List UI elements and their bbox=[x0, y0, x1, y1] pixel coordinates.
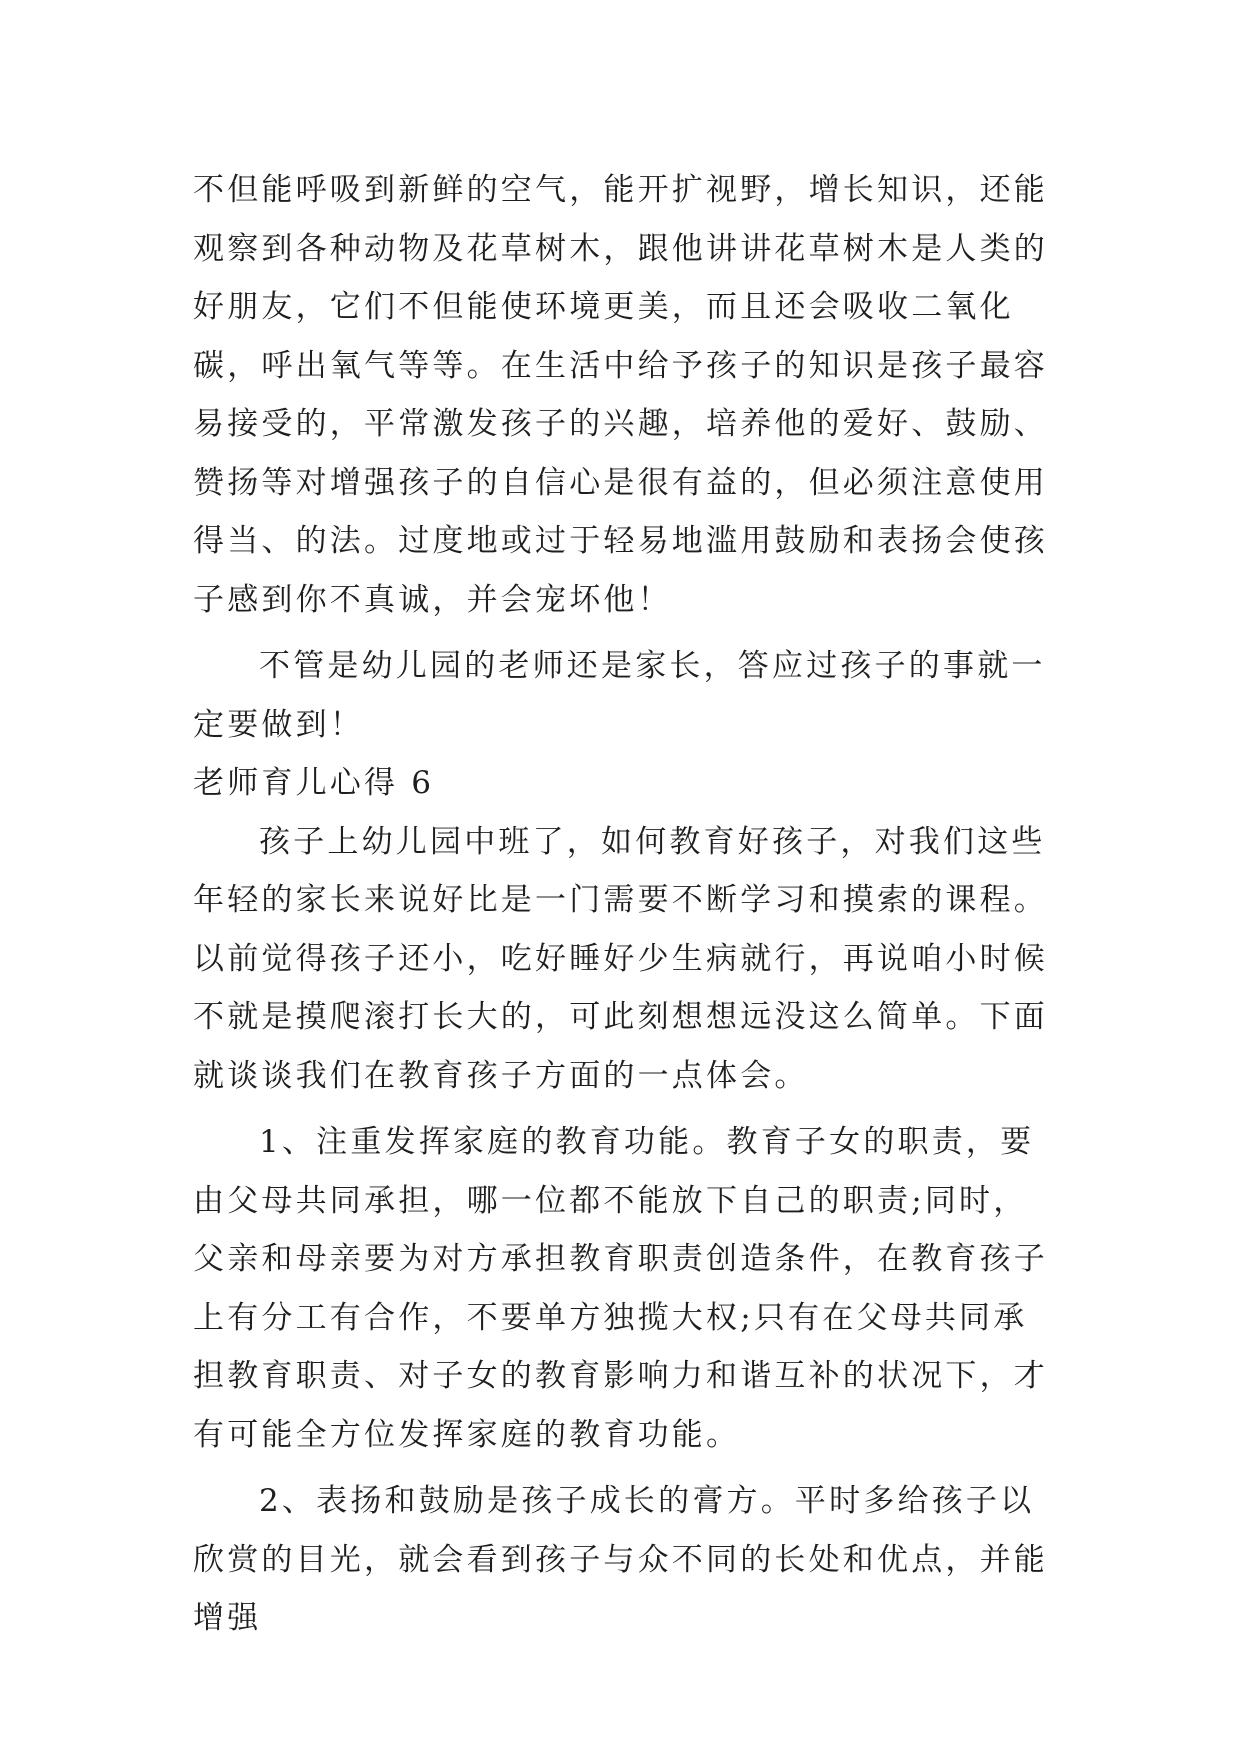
paragraph-continuation: 不但能呼吸到新鲜的空气，能开扩视野，增长知识，还能观察到各种动物及花草树木，跟他讲讲花草树木是人类的好朋友，它们不但能使环境更美，而且还会吸收二氧化碳，呼出氧气等等。在生活中给予孩子的知识是孩子最容易接受的，平常激发孩子的兴趣，培养他的爱好、鼓励、赞扬等对增强孩子的自信心是很有益的，但必须注意使用得当、的法。过度地或过于轻易地滥用鼓励和表扬会使孩子感到你不真诚，并会宠坏他！ bbox=[193, 172, 1048, 618]
document-page bbox=[193, 161, 1053, 1648]
paragraph-intro: 孩子上幼儿园中班了，如何教育好孩子，对我们这些年轻的家长来说好比是一门需要不断学习和摸索的课程。以前觉得孩子还小，吃好睡好少生病就行，再说咱小时候不就是摸爬滚打长大的，可此刻想想远没这么简单。下面就谈谈我们在教育孩子方面的一点体会。 bbox=[193, 823, 1048, 1094]
paragraph-promise: 不管是幼儿园的老师还是家长，答应过孩子的事就一定要做到！ bbox=[193, 648, 1046, 743]
paragraph-point-1: 1、注重发挥家庭的教育功能。教育子女的职责，要由父母共同承担，哪一位都不能放下自己的职责;同时，父亲和母亲要为对方承担教育职责创造条件，在教育孩子上有分工有合作，不要单方独揽大权;只有在父母共同承担教育职责、对子女的教育影响力和谐互补的状况下，才有可能全方位发挥家庭的教育功能。 bbox=[193, 1124, 1048, 1453]
section-title: 老师育儿心得 6 bbox=[193, 765, 435, 801]
paragraph-point-2: 2、表扬和鼓励是孩子成长的膏方。平时多给孩子以欣赏的目光，就会看到孩子与众不同的长处和优点，并能增强 bbox=[193, 1483, 1048, 1636]
